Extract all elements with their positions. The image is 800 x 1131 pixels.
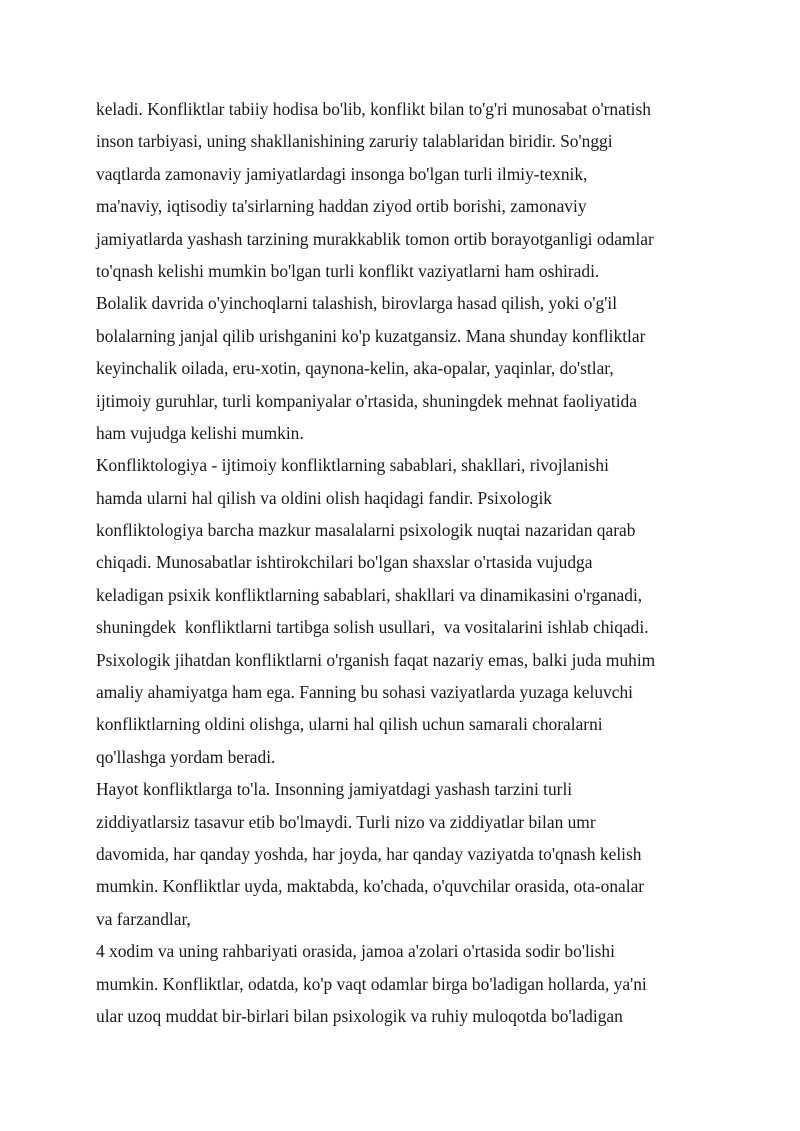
text-line: shuningdek konfliktlarni tartibga solish usullari, va vositalarini ishlab chiqadi. — [96, 617, 649, 638]
text-line: 4 xodim va uning rahbariyati orasida, jamoa a'zolari o'rtasida sodir bo'lishi — [96, 941, 615, 962]
text-line: to'qnash kelishi mumkin bo'lgan turli konflikt vaziyatlarni ham oshiradi. — [96, 260, 600, 281]
text-line: ziddiyatlarsiz tasavur etib bo'lmaydi. Turli nizo va ziddiyatlar bilan umr — [96, 811, 596, 832]
text-line: ham vujudga kelishi mumkin. — [96, 422, 304, 443]
text-line: Psixologik jihatdan konfliktlarni o'rganish faqat nazariy emas, balki juda muhim — [96, 649, 656, 670]
text-line: ma'naviy, iqtisodiy ta'sirlarning haddan ziyod ortib borishi, zamonaviy — [96, 196, 587, 217]
text-line: qo'llashga yordam beradi. — [96, 746, 276, 767]
text-line: mumkin. Konfliktlar uyda, maktabda, ko'chada, o'quvchilar orasida, ota-onalar — [96, 876, 645, 897]
text-line: konfliktlarning oldini olishga, ularni hal qilish uchun samarali choralarni — [96, 714, 603, 735]
text-line: va farzandlar, — [96, 908, 191, 929]
text-line: ijtimoiy guruhlar, turli kompaniyalar o'rtasida, shuningdek mehnat faoliyatida — [96, 390, 637, 411]
text-line: hamda ularni hal qilish va oldini olish haqidagi fandir. Psixologik — [96, 487, 552, 508]
text-line: jamiyatlarda yashash tarzining murakkablik tomon ortib borayotganligi odamlar — [96, 228, 654, 249]
text-line: Konfliktologiya - ijtimoiy konfliktlarning sabablari, shakllari, rivojlanishi — [96, 455, 609, 476]
text-line: konfliktologiya barcha mazkur masalalarni psixologik nuqtai nazaridan qarab — [96, 520, 636, 541]
text-line: vaqtlarda zamonaviy jamiyatlardagi insonga bo'lgan turli ilmiy-texnik, — [96, 163, 588, 184]
text-line: mumkin. Konfliktlar, odatda, ko'p vaqt odamlar birga bo'ladigan hollarda, ya'ni — [96, 973, 647, 994]
text-line: chiqadi. Munosabatlar ishtirokchilari bo'lgan shaxslar o'rtasida vujudga — [96, 552, 593, 573]
text-line: keyinchalik oilada, eru-xotin, qaynona-kelin, aka-opalar, yaqinlar, do'stlar, — [96, 358, 614, 379]
text-line: ular uzoq muddat bir-birlari bilan psixologik va ruhiy muloqotda bo'ladigan — [96, 1005, 623, 1026]
text-line: keladigan psixik konfliktlarning sabablari, shakllari va dinamikasini o'rganadi, — [96, 584, 643, 605]
text-line: keladi. Konfliktlar tabiiy hodisa bo'lib, konflikt bilan to'g'ri munosabat o'rnatish — [96, 99, 651, 119]
text-line: Bolalik davrida o'yinchoqlarni talashish, birovlarga hasad qilish, yoki o'g'il — [96, 293, 618, 314]
body-text — [96, 93, 716, 1032]
text-line: inson tarbiyasi, uning shakllanishining zaruriy talablaridan biridir. So'nggi — [96, 131, 613, 152]
text-line: Hayot konfliktlarga to'la. Insonning jamiyatdagi yashash tarzini turli — [96, 779, 573, 800]
text-line: davomida, har qanday yoshda, har joyda, har qanday vaziyatda to'qnash kelish — [96, 843, 642, 864]
text-line: bolalarning janjal qilib urishganini ko'p kuzatgansiz. Mana shunday konfliktlar — [96, 325, 646, 346]
text-line: amaliy ahamiyatga ham ega. Fanning bu sohasi vaziyatlarda yuzaga keluvchi — [96, 682, 633, 703]
